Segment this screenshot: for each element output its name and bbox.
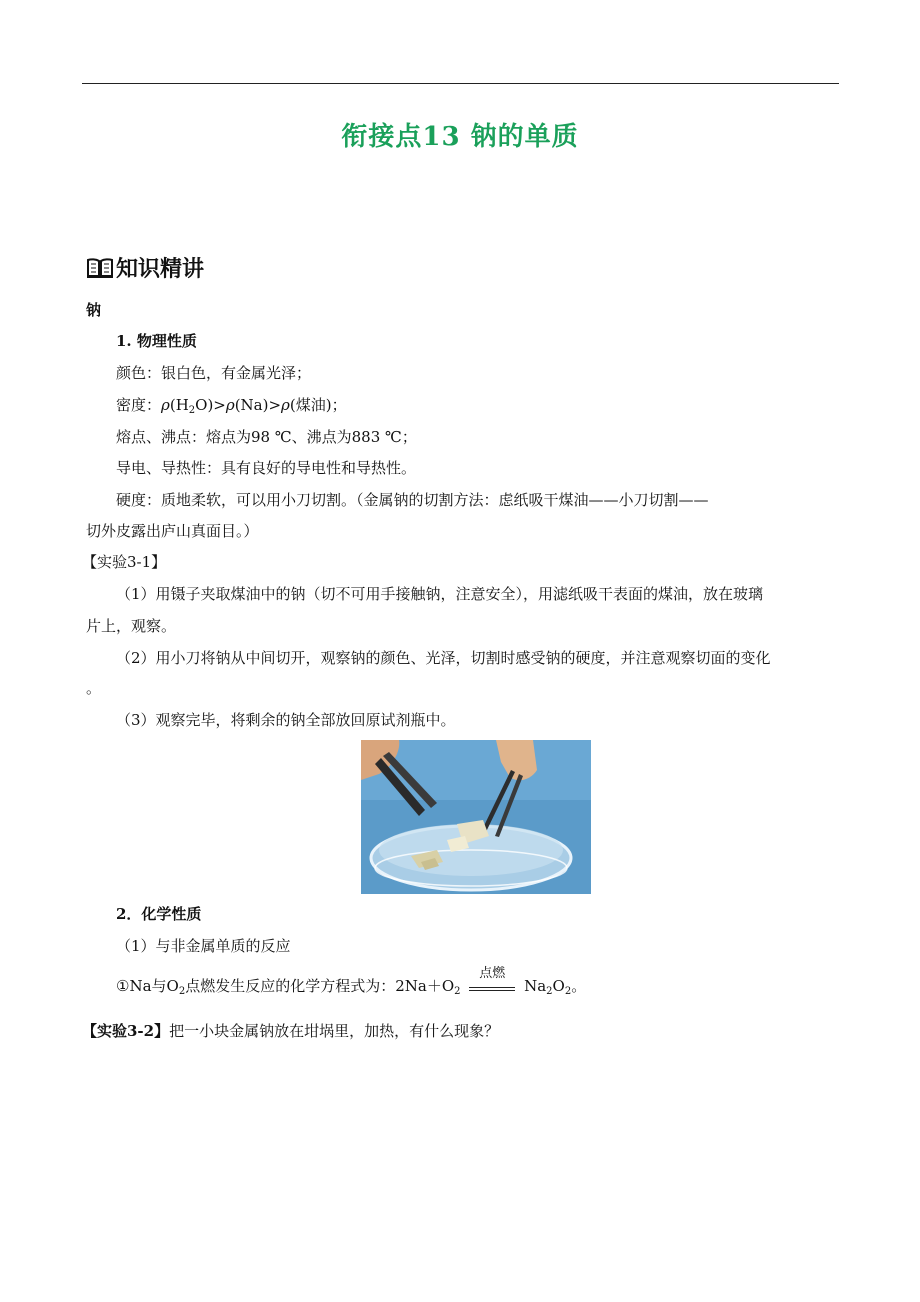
- exp31-step1-line2: 片上，观察。: [86, 617, 177, 635]
- exp32-label: 【实验3-2】: [82, 1022, 170, 1040]
- page-title: 衔接点13 钠的单质: [341, 122, 579, 152]
- physical-density: 密度：$\rho(H_2O)>\rho(Na)>\rho$(煤油)；: [116, 396, 347, 416]
- exp31-step2-line1: （2）用小刀将钠从中间切开，观察钠的颜色、光泽，切割时感受钠的硬度，并注意观察切面的变化: [116, 649, 771, 667]
- physical-color: 颜色：银白色，有金属光泽；: [116, 364, 312, 382]
- exp32-text: 把一小块金属钠放在坩埚里，加热，有什么现象？: [169, 1022, 500, 1040]
- topic-label: 钠: [86, 301, 102, 319]
- chemical-reaction: ①Na与$O_2$点燃发生反应的化学方程式为：$2Na+O_2$ 点燃 $Na_2O_2$。: [116, 966, 587, 997]
- chemical-heading: 2．化学性质: [116, 905, 202, 923]
- section-heading-text: 知识精讲: [116, 256, 205, 282]
- exp31-step3: （3）观察完毕，将剩余的钠全部放回原试剂瓶中。: [116, 711, 456, 729]
- physical-hardness-line2: 切外皮露出庐山真面目。）: [86, 522, 259, 540]
- reaction-condition: 点燃: [467, 976, 517, 996]
- header-rule: [82, 83, 839, 84]
- section-heading: [86, 252, 204, 283]
- physical-melting: 熔点、沸点：熔点为98 ℃、沸点为883 ℃；: [116, 428, 417, 446]
- exp32: [82, 1021, 499, 1041]
- exp31-step2-line2: 。: [86, 679, 102, 697]
- exp31-label: 【实验3-1】: [82, 553, 167, 571]
- sodium-cutting-photo: [361, 740, 591, 894]
- chemical-sub1: （1）与非金属单质的反应: [116, 937, 291, 955]
- physical-conduct: 导电、导热性：具有良好的导电性和导热性。: [116, 459, 417, 477]
- physical-hardness-line1: 硬度：质地柔软，可以用小刀切割。（金属钠的切割方法：虑纸吸干煤油——小刀切割——: [116, 491, 709, 509]
- physical-heading: 1. 物理性质: [116, 332, 197, 350]
- book-icon: [86, 257, 114, 279]
- exp31-step1-line1: （1）用镊子夹取煤油中的钠（切不可用手接触钠，注意安全），用滤纸吸干表面的煤油，放在玻璃: [116, 585, 764, 603]
